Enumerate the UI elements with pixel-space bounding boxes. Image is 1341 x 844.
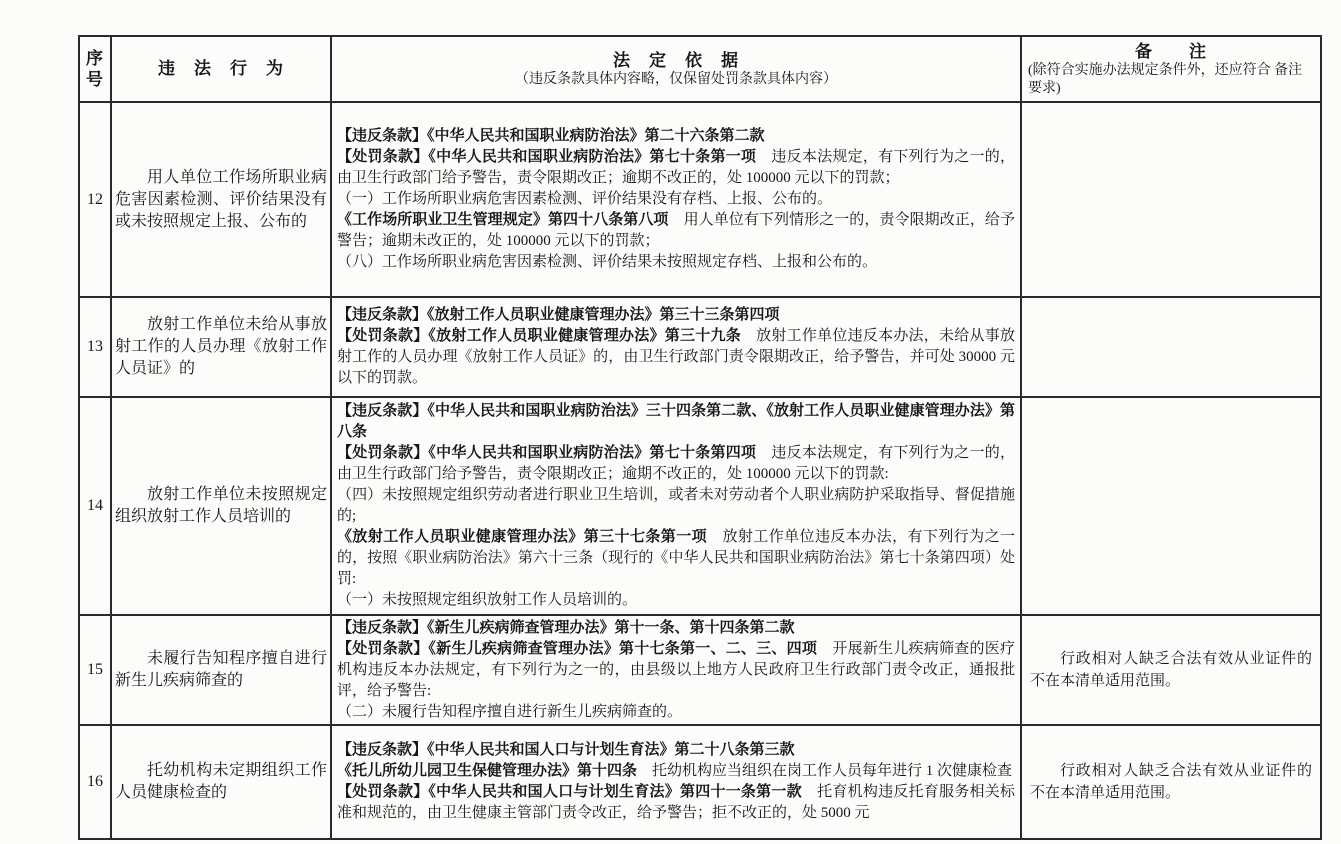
- basis-paragraph: 《工作场所职业卫生管理规定》第四十八条第八项 用人单位有下列情形之一的，责令限期改正，给予警告；逾期未改正的，处 100000 元以下的罚款；: [337, 212, 1015, 249]
- basis-paragraph: （四）未按照规定组织劳动者进行职业卫生培训，或者未对劳动者个人职业病防护采取指导、督促措施的;: [337, 487, 1015, 524]
- remark-cell: [1021, 297, 1321, 397]
- header-row: [79, 36, 1321, 102]
- remark-text: 行政相对人缺乏合法有效从业证件的不在本清单适用范围。: [1030, 763, 1312, 801]
- table-row: [79, 102, 1321, 297]
- table-body: [79, 102, 1321, 839]
- basis-paragraph: （八）工作场所职业病危害因素检测、评价结果未按照规定存档、上报和公布的。: [337, 254, 878, 270]
- table-row: [79, 297, 1321, 397]
- basis-cell: [331, 725, 1021, 839]
- violation-penalty-table: [78, 35, 1322, 840]
- seq-cell: 16: [79, 725, 111, 839]
- header-seq: [79, 36, 111, 102]
- basis-paragraph: 【处罚条款】《放射工作人员职业健康管理办法》第三十九条 放射工作单位违反本办法，未给从事放射工作的人员办理《放射工作人员证》的，由卫生行政部门责令限期改正，给予警告，并可处 30000 元以下的罚款。: [337, 328, 1015, 386]
- basis-paragraph: 【处罚条款】《中华人民共和国职业病防治法》第七十条第一项 违反本法规定，有下列行为之一的，由卫生行政部门给予警告，责令限期改正；逾期不改正的，处 100000 元以下的罚款；: [337, 149, 1015, 186]
- basis-cell: [331, 615, 1021, 725]
- header-remark: [1021, 36, 1321, 102]
- header-legal-basis-title: 法 定 依 据: [613, 50, 739, 70]
- header-seq-label: 序号: [86, 48, 104, 89]
- remark-cell: [1021, 615, 1321, 725]
- seq-cell: 14: [79, 397, 111, 615]
- table-row: [79, 725, 1321, 839]
- remark-cell: [1021, 102, 1321, 297]
- basis-paragraph: 【违反条款】《中华人民共和国职业病防治法》第二十六条第二款: [337, 128, 765, 144]
- behavior-text: 用人单位工作场所职业病危害因素检测、评价结果没有或未按照规定上报、公布的: [115, 168, 327, 230]
- table-row: [79, 615, 1321, 725]
- header-behavior-label: 违 法 行 为: [158, 59, 284, 79]
- header-legal-basis-subtitle: （违反条款具体内容略，仅保留处罚条款具体内容）: [515, 71, 837, 87]
- behavior-cell: [111, 102, 331, 297]
- basis-paragraph: 【处罚条款】《中华人民共和国人口与计划生育法》第四十一条第一款 托育机构违反托育服务相关标准和规范的，由卫生健康主管部门责令改正，给予警告；拒不改正的，处 5000 元: [337, 784, 1015, 821]
- basis-cell: [331, 297, 1021, 397]
- behavior-text: 未履行告知程序擅自进行新生儿疾病筛查的: [115, 650, 327, 689]
- behavior-cell: [111, 397, 331, 615]
- basis-paragraph: 【违反条款】《中华人民共和国职业病防治法》三十四条第二款、《放射工作人员职业健康管理办法》第八条: [337, 403, 1015, 440]
- basis-paragraph: 【违反条款】《中华人民共和国人口与计划生育法》第二十八条第三款: [337, 742, 795, 758]
- basis-paragraph: 【处罚条款】《中华人民共和国职业病防治法》第七十条第四项 违反本法规定，有下列行为之一的，由卫生行政部门给予警告，责令限期改正；逾期不改正的，处 100000 元以下的罚款:: [337, 445, 1015, 482]
- basis-paragraph: 【违反条款】《新生儿疾病筛查管理办法》第十一条、第十四条第二款: [337, 619, 795, 636]
- header-remark-title: 备 注: [1135, 41, 1207, 61]
- behavior-cell: [111, 725, 331, 839]
- behavior-cell: [111, 297, 331, 397]
- basis-paragraph: 《托儿所幼儿园卫生保健管理办法》第十四条 托幼机构应当组织在岗工作人员每年进行 1 次健康检查: [337, 763, 1013, 779]
- remark-text: 行政相对人缺乏合法有效从业证件的不在本清单适用范围。: [1030, 651, 1312, 689]
- header-remark-subtitle: (除符合实施办法规定条件外，还应符合 备注要求): [1028, 63, 1303, 96]
- behavior-text: 托幼机构未定期组织工作人员健康检查的: [115, 762, 327, 801]
- table-header: [79, 36, 1321, 102]
- behavior-text: 放射工作单位未给从事放射工作的人员办理《放射工作人员证》的: [115, 316, 327, 377]
- behavior-text: 放射工作单位未按照规定组织放射工作人员培训的: [115, 486, 327, 525]
- remark-cell: [1021, 725, 1321, 839]
- seq-cell: 15: [79, 615, 111, 725]
- remark-cell: [1021, 397, 1321, 615]
- basis-paragraph: （二）未履行告知程序擅自进行新生儿疾病筛查的。: [337, 703, 683, 720]
- basis-paragraph: 【违反条款】《放射工作人员职业健康管理办法》第三十三条第四项: [337, 307, 780, 323]
- basis-paragraph: 【处罚条款】《新生儿疾病筛查管理办法》第十七条第一、二、三、四项 开展新生儿疾病筛查的医疗机构违反本办法规定，有下列行为之一的，由县级以上地方人民政府卫生行政部门责令改正，通报批评，给予警告:: [337, 640, 1015, 699]
- seq-cell: 13: [79, 297, 111, 397]
- basis-cell: [331, 102, 1021, 297]
- table-row: [79, 397, 1321, 615]
- header-legal-basis: [331, 36, 1021, 102]
- basis-paragraph: 《放射工作人员职业健康管理办法》第三十七条第一项 放射工作单位违反本办法，有下列行为之一的，按照《职业病防治法》第六十三条（现行的《中华人民共和国职业病防治法》第七十条第四项）处罚:: [337, 529, 1015, 587]
- basis-paragraph: （一）未按照规定组织放射工作人员培训的。: [337, 592, 638, 608]
- basis-paragraph: （一）工作场所职业病危害因素检测、评价结果没有存档、上报、公布的。: [337, 191, 833, 207]
- seq-cell: 12: [79, 102, 111, 297]
- behavior-cell: [111, 615, 331, 725]
- header-behavior: [111, 36, 331, 102]
- basis-cell: [331, 397, 1021, 615]
